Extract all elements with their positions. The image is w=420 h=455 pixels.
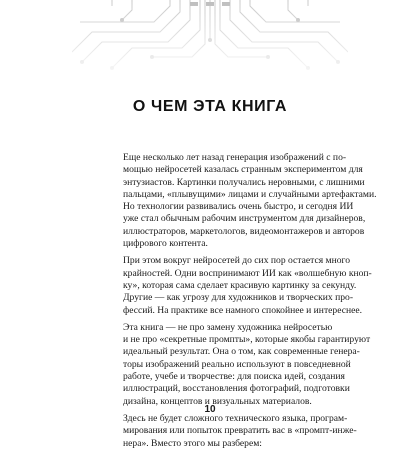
text-line: Еще несколько лет назад генерация изображений с по- [123, 152, 347, 163]
paragraph-3 [113, 321, 371, 408]
text-line: иллюстраций, восстановления фотографий, подготовки [123, 383, 350, 395]
text-line: При этом вокруг нейросетей до сих пор остается много [123, 255, 351, 267]
page-number: 10 [204, 404, 216, 415]
text-line: пальцами, «плывущими» лицами и случайными артефактами. [123, 188, 377, 200]
paragraph-2 [113, 255, 372, 316]
text-line: и не про «секретные промпты», которые якобы гарантируют [123, 334, 371, 346]
text-line: мирования или попыток превратить вас в «промпт-инже- [123, 425, 357, 437]
text-line: уже стал обычным рабочим инструментом для дизайнеров, [123, 213, 366, 225]
paragraph-4 [113, 412, 357, 450]
text-line: Эта книга — не про замену художника нейросетью [123, 321, 333, 333]
text-line: цифрового контента. [123, 238, 208, 250]
text-line: мощью нейросетей казалась странным экспериментом для [123, 164, 363, 176]
text-line: дизайна, концептов и визуальных материалов. [123, 395, 312, 407]
text-line: работе, учебе и творчестве: для поиска идей, создания [123, 371, 345, 383]
circuit-board-graphic [72, 0, 348, 82]
text-line: нера». Вместо этого мы разберем: [123, 437, 262, 449]
text-line: ку», которая сама сделает красивую картинку за секунду. [123, 279, 357, 291]
circuit-board-illustration [72, 0, 348, 82]
text-line: идеальный результат. Она о том, как современные генера- [123, 346, 360, 358]
text-line: Здесь не будет сложного технического языка, програм- [123, 412, 348, 424]
text-line: Но технологии развивались очень быстро, и сегодня ИИ [123, 201, 354, 213]
text-line: Другие — как угрозу для художников и творческих про- [123, 292, 354, 304]
text-line: иллюстраторов, маркетологов, видеомонтажеров и авторов [123, 225, 365, 237]
text-line: крайностей. Одни воспринимают ИИ как «волшебную кноп- [123, 267, 372, 279]
text-line: энтузиастов. Картинки получались неровными, с лишними [123, 176, 365, 188]
text-line: торы изображений реально используют в повседневной [123, 358, 351, 370]
chapter-title: О ЧЕМ ЭТА КНИГА [132, 98, 288, 115]
paragraph-1 [113, 152, 377, 250]
text-line: фессий. На практике все намного спокойнее и интереснее. [123, 304, 362, 316]
